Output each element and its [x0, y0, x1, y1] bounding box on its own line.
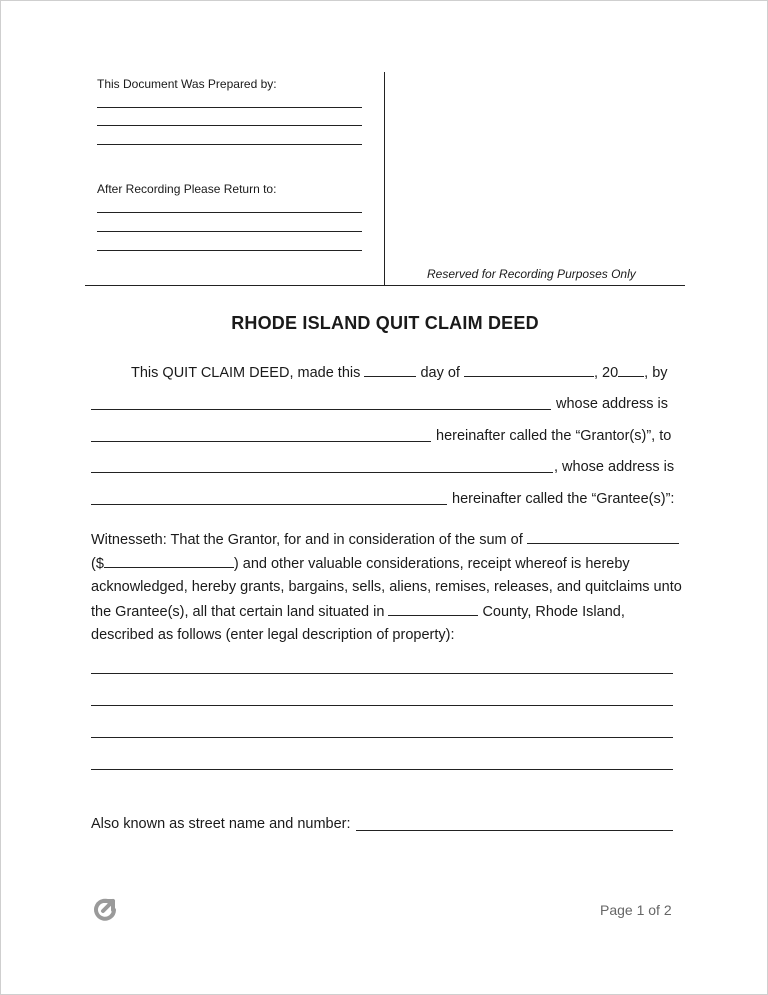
grantor-address-label: whose address is [556, 396, 669, 412]
grantee-address-label: , whose address is [554, 459, 675, 475]
intro-line-1 [131, 364, 668, 381]
witness-line-5: described as follows (enter legal description of property): [91, 627, 455, 643]
prepared-by-line-3[interactable] [97, 144, 362, 145]
reserved-label: Reserved for Recording Purposes Only [427, 267, 636, 281]
page-title: RHODE ISLAND QUIT CLAIM DEED [231, 313, 539, 333]
return-to-line-2[interactable] [97, 231, 362, 232]
grantee-address-line[interactable] [91, 504, 447, 505]
county-blank[interactable] [388, 603, 478, 616]
return-to-line-3[interactable] [97, 250, 362, 251]
page-number: Page 1 of 2 [600, 902, 672, 918]
return-to-label: After Recording Please Return to: [97, 182, 277, 196]
also-known-label: Also known as street name and number: [91, 816, 351, 832]
legal-description-line-3[interactable] [91, 737, 673, 738]
prepared-by-label: This Document Was Prepared by: [97, 77, 277, 91]
day-blank[interactable] [364, 364, 416, 377]
prepared-by-line-2[interactable] [97, 125, 362, 126]
witness-text-dollar: ($ [91, 556, 104, 572]
sum-words-blank[interactable] [527, 531, 679, 544]
grantor-name-line[interactable] [91, 409, 551, 410]
year-blank[interactable] [618, 364, 644, 377]
sum-amount-blank[interactable] [104, 555, 234, 568]
witness-line-2 [91, 555, 630, 572]
witness-text-situated: the Grantee(s), all that certain land situated in [91, 604, 385, 620]
refresh-arrow-icon [91, 896, 119, 924]
intro-text-by: , by [644, 365, 668, 381]
grantor-called-label: hereinafter called the “Grantor(s)”, to [436, 428, 672, 444]
intro-text-made-this: This QUIT CLAIM DEED, made this [131, 365, 361, 381]
grantor-address-line[interactable] [91, 441, 431, 442]
street-address-line[interactable] [356, 830, 673, 831]
witness-line-3: acknowledged, hereby grants, bargains, sells, aliens, remises, releases, and quitclaims unto [91, 579, 682, 595]
return-to-line-1[interactable] [97, 212, 362, 213]
grantee-called-label: hereinafter called the “Grantee(s)”: [452, 491, 675, 507]
legal-description-line-4[interactable] [91, 769, 673, 770]
intro-text-year-prefix: , 20 [593, 365, 619, 381]
witness-text-county: County, Rhode Island, [482, 604, 625, 620]
intro-text-day-of: day of [420, 365, 460, 381]
legal-description-line-2[interactable] [91, 705, 673, 706]
header-divider-vertical [384, 72, 385, 285]
month-blank[interactable] [464, 364, 594, 377]
witness-text-consideration: Witnesseth: That the Grantor, for and in consideration of the sum of [91, 532, 523, 548]
witness-line-1 [91, 531, 679, 548]
prepared-by-line-1[interactable] [97, 107, 362, 108]
witness-text-receipt: ) and other valuable considerations, receipt whereof is hereby [233, 556, 630, 572]
witness-line-4 [91, 603, 625, 620]
grantee-name-line[interactable] [91, 472, 553, 473]
legal-description-line-1[interactable] [91, 673, 673, 674]
header-divider-horizontal [85, 285, 685, 286]
